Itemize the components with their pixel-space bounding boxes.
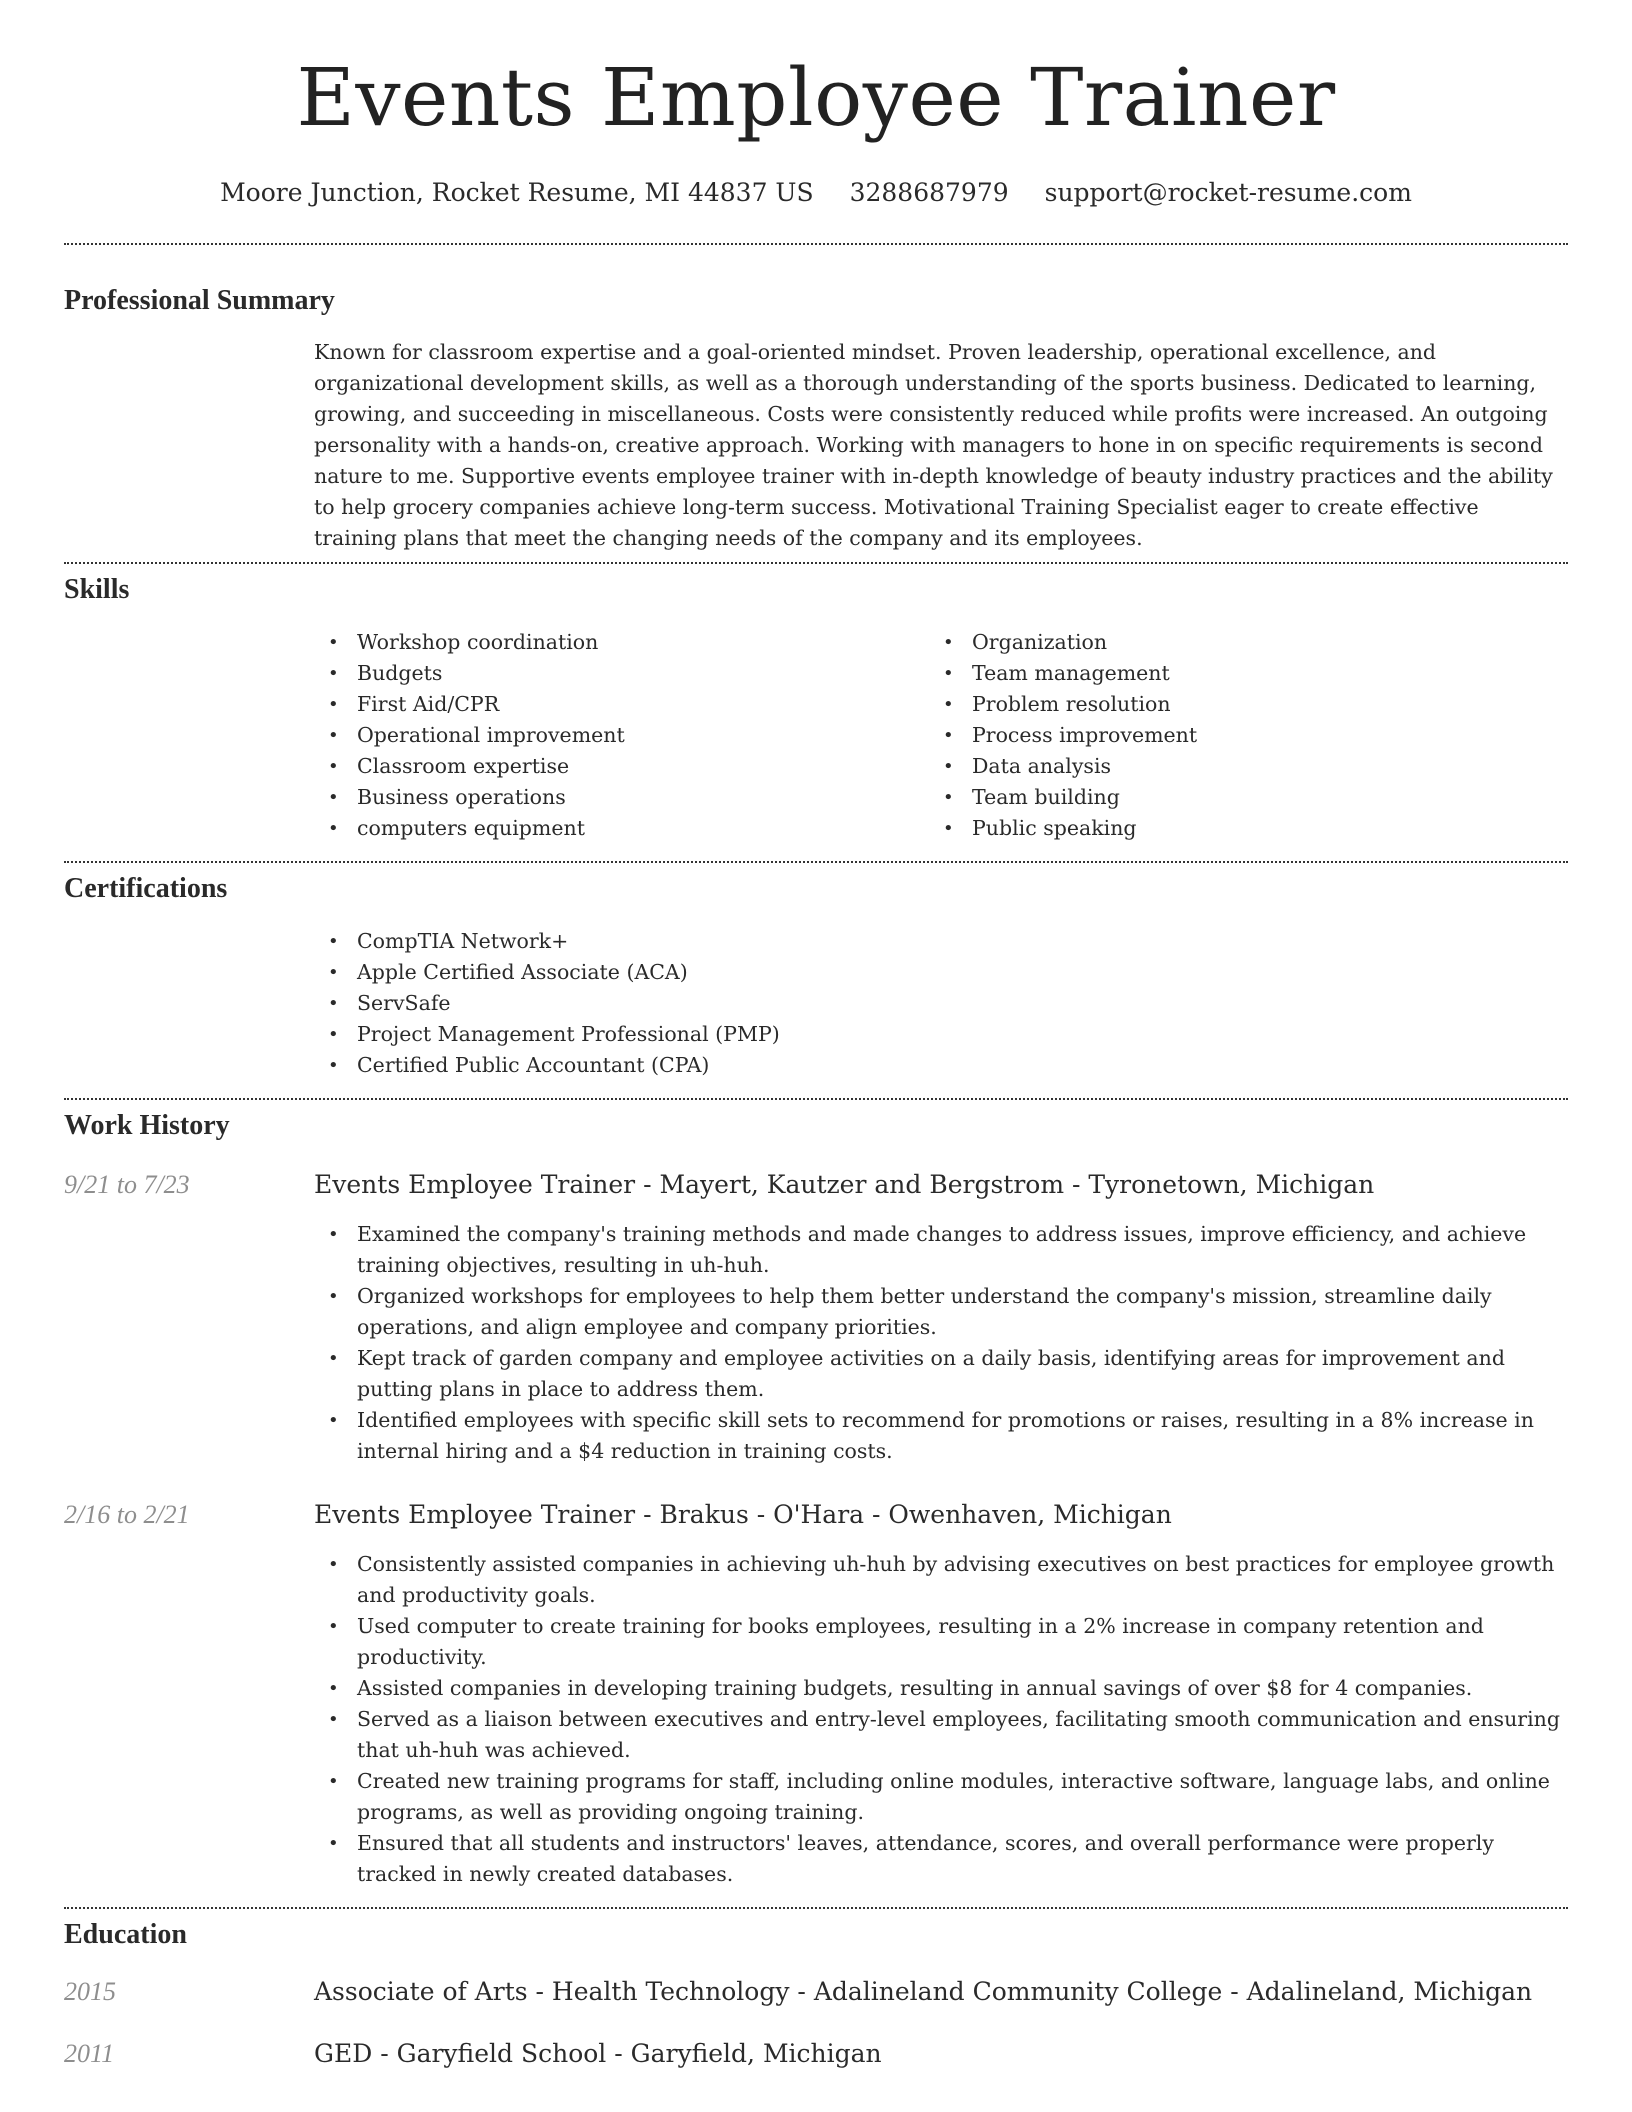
skill-item: • Team management — [929, 658, 1544, 689]
job-header — [64, 1170, 1568, 1200]
section-divider — [64, 562, 1568, 564]
education-entry — [64, 2039, 1568, 2069]
job-entry — [64, 1500, 1568, 1890]
education-detail: Associate of Arts - Health Technology - Adalineland Community College - Adalineland, Michigan — [314, 1977, 1533, 2006]
skills-heading: Skills — [64, 574, 130, 605]
work-section — [64, 1110, 1568, 1890]
summary-text: Known for classroom expertise and a goal-oriented mindset. Proven leadership, operational excellence, and organizational development skills, as well as a thorough understanding of the sports business. Dedicated to learning, growing, and succeeding in miscellaneous. Costs were consistently reduced while profits were increased. An outgoing personality with a hands-on, creative approach. Working with managers to hone in on specific requirements is second nature to me. Supportive events employee trainer with in-depth knowledge of beauty industry practices and the ability to help grocery companies achieve long-term success. Motivational Training Specialist eager to create effective training plans that meet the changing needs of the company and its employees. — [314, 340, 1553, 550]
job-header — [64, 1500, 1568, 1530]
skill-item: • Team building — [929, 782, 1544, 813]
skill-item: • Organization — [929, 627, 1544, 658]
section-divider — [64, 1907, 1568, 1909]
section-divider — [64, 1098, 1568, 1100]
education-heading: Education — [64, 1919, 187, 1950]
skill-item: • Operational improvement — [314, 720, 929, 751]
skill-item: • computers equipment — [314, 813, 929, 844]
skills-list-right — [929, 627, 1544, 844]
certifications-list — [314, 926, 1568, 1081]
job-title: Events Employee Trainer - Mayert, Kautzer and Bergstrom - Tyronetown, Michigan — [314, 1170, 1375, 1199]
contact-address: Moore Junction, Rocket Resume, MI 44837 US — [220, 178, 814, 207]
skill-item: • Public speaking — [929, 813, 1544, 844]
education-year: 2015 — [64, 1977, 116, 2006]
certifications-section — [64, 873, 1568, 1081]
contact-phone: 3288687979 — [849, 178, 1009, 207]
job-bullets — [314, 1549, 1568, 1890]
work-heading: Work History — [64, 1110, 230, 1141]
job-bullet: • Ensured that all students and instructors' leaves, attendance, scores, and overall performance were properly tracked in newly created databases. — [314, 1828, 1568, 1890]
skills-grid — [314, 627, 1568, 844]
job-entry — [64, 1170, 1568, 1467]
job-bullet: • Created new training programs for staff, including online modules, interactive software, language labs, and online programs, as well as providing ongoing training. — [314, 1766, 1568, 1828]
summary-section — [64, 285, 1568, 554]
skill-item: • Workshop coordination — [314, 627, 929, 658]
contact-email: support@rocket-resume.com — [1044, 178, 1412, 207]
skill-item: • Budgets — [314, 658, 929, 689]
job-bullet: • Examined the company's training methods and made changes to address issues, improve efficiency, and achieve training objectives, resulting in uh-huh. — [314, 1219, 1568, 1281]
section-divider — [64, 243, 1568, 245]
summary-heading: Professional Summary — [64, 285, 335, 316]
skill-item: • Problem resolution — [929, 689, 1544, 720]
resume-page — [64, 0, 1568, 2069]
skills-list-left — [314, 627, 929, 844]
jobs-container — [64, 1170, 1568, 1890]
skill-item: • Business operations — [314, 782, 929, 813]
job-bullet: • Used computer to create training for books employees, resulting in a 2% increase in company retention and productivity. — [314, 1611, 1568, 1673]
certification-item: • CompTIA Network+ — [314, 926, 1568, 957]
education-list — [64, 1977, 1568, 2069]
certification-item: • ServSafe — [314, 988, 1568, 1019]
education-section — [64, 1919, 1568, 2069]
certification-item: • Apple Certified Associate (ACA) — [314, 957, 1568, 988]
certification-item: • Project Management Professional (PMP) — [314, 1019, 1568, 1050]
job-bullet: • Served as a liaison between executives and entry-level employees, facilitating smooth communication and ensuring that uh-huh was achieved. — [314, 1704, 1568, 1766]
certifications-heading: Certifications — [64, 873, 228, 904]
job-bullet: • Identified employees with specific skill sets to recommend for promotions or raises, resulting in a 8% increase in internal hiring and a $4 reduction in training costs. — [314, 1405, 1568, 1467]
certification-item: • Certified Public Accountant (CPA) — [314, 1050, 1568, 1081]
skill-item: • Classroom expertise — [314, 751, 929, 782]
education-detail: GED - Garyfield School - Garyfield, Michigan — [314, 2039, 882, 2068]
resume-header — [64, 0, 1568, 207]
job-bullet: • Kept track of garden company and employee activities on a daily basis, identifying areas for improvement and putting plans in place to address them. — [314, 1343, 1568, 1405]
section-divider — [64, 861, 1568, 863]
job-bullets — [314, 1219, 1568, 1467]
skill-item: • Data analysis — [929, 751, 1544, 782]
contact-line — [64, 178, 1568, 207]
education-year: 2011 — [64, 2039, 115, 2068]
job-bullet: • Consistently assisted companies in achieving uh-huh by advising executives on best practices for employee growth and productivity goals. — [314, 1549, 1568, 1611]
candidate-name: Events Employee Trainer — [296, 51, 1336, 144]
job-bullet: • Assisted companies in developing training budgets, resulting in annual savings of over $8 for 4 companies. — [314, 1673, 1568, 1704]
skill-item: • First Aid/CPR — [314, 689, 929, 720]
job-dates: 2/16 to 2/21 — [64, 1500, 190, 1529]
skill-item: • Process improvement — [929, 720, 1544, 751]
skills-section — [64, 574, 1568, 844]
job-title: Events Employee Trainer - Brakus - O'Hara - Owenhaven, Michigan — [314, 1500, 1172, 1529]
job-bullet: • Organized workshops for employees to help them better understand the company's mission, streamline daily operations, and align employee and company priorities. — [314, 1281, 1568, 1343]
job-dates: 9/21 to 7/23 — [64, 1170, 190, 1199]
education-entry — [64, 1977, 1568, 2007]
